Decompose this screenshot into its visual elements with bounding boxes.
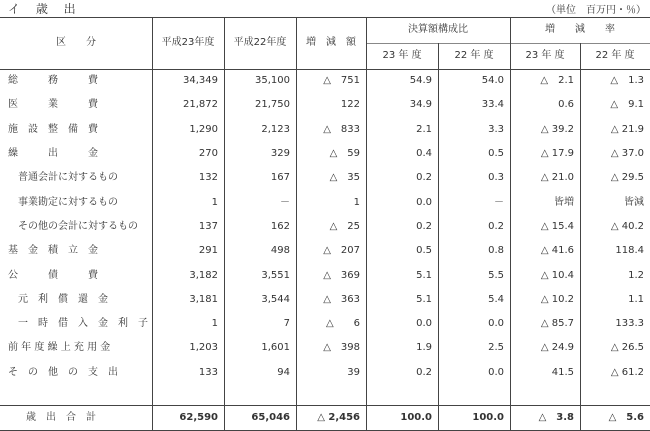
cell-r22: △ 40.2 [610, 220, 644, 232]
cell-v22: 329 [270, 148, 290, 160]
cell-v22: 7 [283, 318, 290, 330]
header-composition-fy23: 23 年 度 [382, 50, 422, 61]
cell-c22: 5.4 [488, 293, 504, 305]
cell-chg: △ 6 [325, 318, 360, 330]
section-title: イ 歳 出 [8, 2, 82, 16]
table-row [0, 166, 650, 190]
cell-v22: 3,551 [261, 269, 290, 281]
cell-v22: 3,544 [261, 293, 290, 305]
cell-r23: △ 3.8 [538, 412, 574, 423]
cell-chg: △ 833 [323, 123, 360, 135]
cell-r23: △ 24.9 [540, 342, 574, 354]
unit-note: （単位 百万円・％） [546, 5, 646, 16]
header-category: 区 分 [56, 37, 96, 48]
cell-chg: △ 59 [329, 148, 360, 160]
header-divider [0, 69, 650, 70]
col-line [152, 17, 153, 431]
row-label: 前 年 度 繰 上 充 用 金 [8, 342, 111, 354]
row-label: 事業勘定に対するもの [18, 196, 118, 208]
cell-chg: △ 751 [323, 75, 360, 87]
cell-v23: 132 [198, 172, 218, 184]
row-label: 総 務 費 [8, 75, 98, 87]
cell-v23: 291 [198, 245, 218, 257]
cell-c23: 0.5 [416, 245, 432, 257]
cell-r22: △ 9.1 [610, 99, 644, 111]
table-row [0, 215, 650, 239]
cell-v22: 21,750 [255, 99, 290, 111]
cell-c22: 0.3 [488, 172, 504, 184]
cell-r23: 0.6 [558, 99, 574, 111]
cell-v23: 1,290 [189, 123, 218, 135]
cell-v23: 1 [211, 318, 218, 330]
cell-c23: 0.2 [416, 366, 432, 378]
cell-r23: △ 10.4 [540, 269, 574, 281]
col-line [438, 43, 439, 431]
total-divider [0, 405, 650, 406]
cell-c22: 0.0 [488, 366, 504, 378]
table-row [0, 191, 650, 215]
row-label: 歳 出 合 計 [26, 412, 96, 423]
cell-c22: 5.5 [488, 269, 504, 281]
table-row [0, 118, 650, 142]
header-rate-fy23: 23 年 度 [525, 50, 565, 61]
cell-c23: 0.2 [416, 172, 432, 184]
cell-r22: 1.1 [628, 293, 644, 305]
cell-v23: 137 [198, 220, 218, 232]
cell-v22: 162 [270, 220, 290, 232]
cell-r23: △ 85.7 [540, 318, 574, 330]
cell-v22: 94 [277, 366, 290, 378]
cell-v22: 35,100 [255, 75, 290, 87]
header-rate-fy22: 22 年 度 [595, 50, 635, 61]
header-change: 増 減 額 [306, 37, 356, 48]
cell-r22: △ 29.5 [610, 172, 644, 184]
row-label: 医 業 費 [8, 99, 98, 111]
cell-r23: △ 2.1 [540, 75, 574, 87]
cell-r22: △ 61.2 [610, 366, 644, 378]
cell-chg: 122 [340, 99, 360, 111]
cell-c23: 0.2 [416, 220, 432, 232]
row-label: 基 金 積 立 金 [8, 245, 98, 257]
cell-r22: △ 37.0 [610, 148, 644, 160]
col-line [510, 17, 511, 431]
cell-c22: 0.2 [488, 220, 504, 232]
cell-c23: 34.9 [409, 99, 432, 111]
cell-c23: 5.1 [416, 269, 432, 281]
cell-r23: △ 15.4 [540, 220, 574, 232]
cell-c22: 3.3 [488, 123, 504, 135]
cell-c23: 0.0 [416, 318, 432, 330]
cell-chg: 39 [347, 366, 360, 378]
cell-r22: 118.4 [615, 245, 644, 257]
header-composition-fy22: 22 年 度 [454, 50, 494, 61]
table-row [0, 288, 650, 312]
cell-r22: 133.3 [615, 318, 644, 330]
header-subdivider [366, 43, 650, 44]
table-row [0, 361, 650, 385]
cell-v22: 1,601 [261, 342, 290, 354]
cell-v23: 270 [198, 148, 218, 160]
cell-v22: － [280, 196, 290, 208]
row-label: そ の 他 の 支 出 [8, 366, 118, 378]
cell-c22: 100.0 [472, 412, 504, 423]
cell-v22: 65,046 [251, 412, 290, 423]
table-row [0, 263, 650, 287]
cell-chg: △ 25 [329, 220, 360, 232]
cell-chg: △ 35 [329, 172, 360, 184]
cell-c22: 0.5 [488, 148, 504, 160]
cell-c23: 2.1 [416, 123, 432, 135]
col-line [224, 17, 225, 431]
cell-c22: － [494, 196, 504, 208]
cell-c23: 1.9 [416, 342, 432, 354]
col-line [366, 17, 367, 431]
cell-r22: 皆減 [624, 196, 644, 208]
cell-v22: 2,123 [261, 123, 290, 135]
header-fy22: 平成22年度 [233, 37, 287, 48]
table-row [0, 69, 650, 93]
cell-c22: 54.0 [481, 75, 504, 87]
header-rate: 増 減 率 [545, 24, 615, 35]
cell-c22: 2.5 [488, 342, 504, 354]
cell-c23: 54.9 [409, 75, 432, 87]
cell-r22: 1.2 [628, 269, 644, 281]
cell-r23: 41.5 [551, 366, 574, 378]
row-label: 元 利 償 還 金 [18, 293, 108, 305]
cell-chg: 1 [353, 196, 360, 208]
cell-chg: △ 363 [323, 293, 360, 305]
header-fy23: 平成23年度 [161, 37, 215, 48]
col-line [580, 43, 581, 431]
cell-r22: △ 1.3 [610, 75, 644, 87]
row-label: その他の会計に対するもの [18, 220, 138, 232]
cell-c22: 33.4 [481, 99, 504, 111]
col-line [296, 17, 297, 431]
cell-chg: △ 207 [323, 245, 360, 257]
cell-v23: 1,203 [189, 342, 218, 354]
row-label: 繰 出 金 [8, 148, 98, 160]
table-row [0, 142, 650, 166]
cell-v23: 1 [211, 196, 218, 208]
cell-r23: △ 39.2 [540, 123, 574, 135]
cell-c22: 0.8 [488, 245, 504, 257]
cell-c23: 100.0 [400, 412, 432, 423]
row-label: 公 債 費 [8, 269, 98, 281]
cell-r23: △ 21.0 [540, 172, 574, 184]
cell-chg: △ 369 [323, 269, 360, 281]
cell-v23: 3,182 [189, 269, 218, 281]
table-row [0, 312, 650, 336]
cell-r22: △ 5.6 [608, 412, 644, 423]
cell-r23: △ 17.9 [540, 148, 574, 160]
border-top [0, 17, 650, 18]
row-label: 普通会計に対するもの [18, 172, 118, 184]
table-row [0, 336, 650, 360]
cell-chg: △ 2,456 [317, 412, 360, 423]
cell-r22: △ 26.5 [610, 342, 644, 354]
cell-v23: 34,349 [183, 75, 218, 87]
cell-v23: 21,872 [183, 99, 218, 111]
cell-v22: 167 [270, 172, 290, 184]
row-label: 一 時 借 入 金 利 子 [18, 318, 148, 330]
cell-v23: 3,181 [189, 293, 218, 305]
row-label: 施 設 整 備 費 [8, 123, 98, 135]
cell-c23: 0.0 [416, 196, 432, 208]
cell-r23: △ 10.2 [540, 293, 574, 305]
cell-c23: 0.4 [416, 148, 432, 160]
cell-v23: 133 [198, 366, 218, 378]
table-row [0, 93, 650, 117]
cell-r23: 皆増 [554, 196, 574, 208]
cell-c22: 0.0 [488, 318, 504, 330]
table-total-row [0, 406, 650, 430]
cell-r23: △ 41.6 [540, 245, 574, 257]
cell-c23: 5.1 [416, 293, 432, 305]
cell-v22: 498 [270, 245, 290, 257]
cell-v23: 62,590 [179, 412, 218, 423]
header-composition: 決算額構成比 [408, 24, 468, 35]
table-row [0, 239, 650, 263]
cell-r22: △ 21.9 [610, 123, 644, 135]
cell-chg: △ 398 [323, 342, 360, 354]
